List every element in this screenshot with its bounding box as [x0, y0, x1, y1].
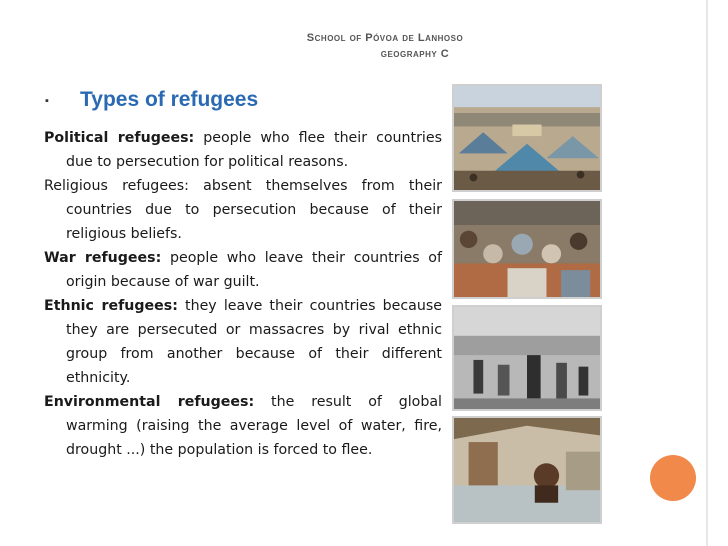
decorative-circle — [650, 455, 696, 501]
refugees-walking-photo — [452, 305, 602, 411]
crowd-photo — [452, 199, 602, 299]
item-text: the result of global warming (raising the average level of water, fire, drought ...) the population is forced to flee. — [66, 394, 443, 458]
refugee-types-list — [44, 126, 442, 462]
item-term: Ethnic refugees: — [44, 298, 178, 314]
list-item — [44, 126, 442, 174]
list-item — [44, 174, 442, 246]
header-school: School of Póvoa de Lanhoso — [306, 32, 464, 44]
flood-child-photo — [452, 416, 602, 524]
item-text: people who leave their countries of origin because of war guilt. — [66, 250, 442, 290]
item-term: War refugees: — [44, 250, 162, 266]
square-bullet-icon: ▪ — [45, 95, 49, 107]
item-text: people who flee their countries due to persecution for political reasons. — [66, 130, 442, 170]
slide-title: Types of refugees — [80, 88, 259, 111]
list-item — [44, 390, 442, 462]
item-text: they leave their countries because they are persecuted or massacres by rival ethnic group from another because of their different ethnicity. — [66, 298, 442, 386]
list-item — [44, 246, 442, 294]
header-class: geography C — [380, 48, 450, 60]
refugee-camp-photo — [452, 84, 602, 192]
list-item — [44, 294, 442, 390]
item-term: Environmental refugees: — [44, 394, 255, 410]
slide-border-line — [706, 0, 708, 546]
item-term: Political refugees: — [44, 130, 195, 146]
item-text: Religious refugees: absent themselves from their countries due to persecution because of their religious beliefs. — [44, 178, 442, 242]
